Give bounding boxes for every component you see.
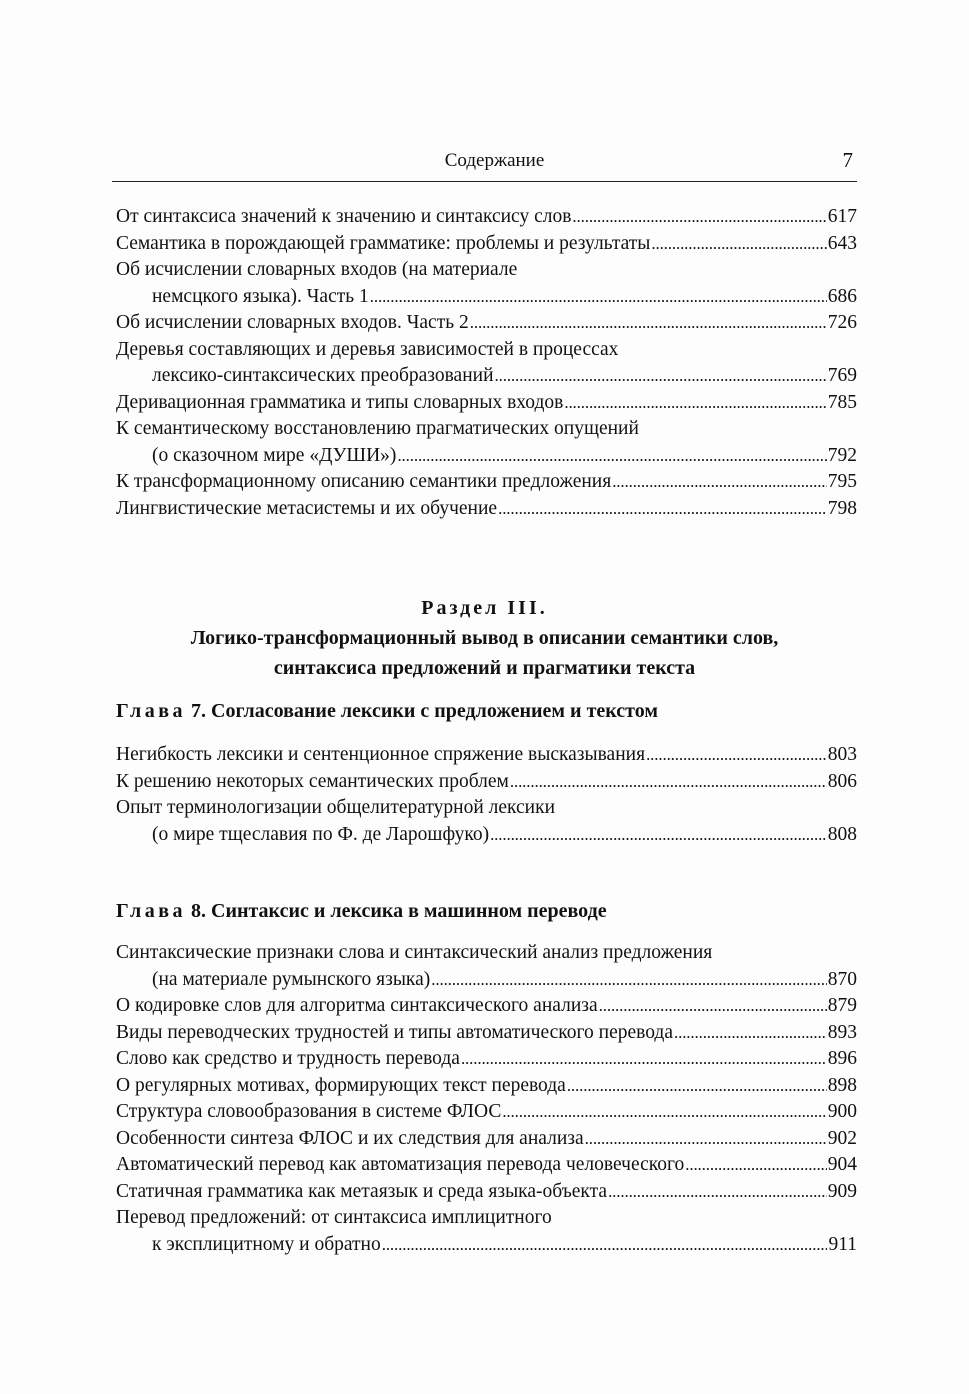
dot-leader	[461, 1046, 827, 1073]
toc-entry-page: 870	[827, 968, 857, 990]
toc-entry-line	[116, 769, 857, 796]
toc-entry	[116, 742, 857, 769]
toc-entry-line	[116, 1020, 857, 1047]
toc-entry	[116, 310, 857, 337]
toc-entry	[116, 337, 857, 390]
section-title-line-1: Логико-трансформационный вывод в описании семантики слов,	[190, 627, 779, 649]
toc-entry-line	[116, 1205, 857, 1232]
dot-leader	[495, 363, 827, 390]
toc-entry-title: Автоматический перевод как автоматизация перевода человеческого	[116, 1154, 685, 1175]
toc-entry	[116, 1126, 857, 1153]
toc-entry-page: 617	[827, 206, 857, 227]
dot-leader	[498, 496, 827, 523]
dot-leader	[370, 284, 827, 311]
toc-entry-page: 643	[827, 232, 857, 254]
toc-entry	[116, 795, 857, 848]
toc-entry	[116, 496, 857, 523]
dot-leader	[382, 1232, 828, 1259]
toc-entry-title: Деривационная грамматика и типы словарных входов	[116, 391, 564, 413]
chapter-7-title: 7. Согласование лексики с предложением и текстом	[191, 700, 658, 722]
toc-entry	[116, 1099, 857, 1126]
toc-entry-page: 806	[827, 770, 857, 792]
toc-entry-page: 686	[827, 285, 857, 307]
toc-entry-line	[116, 795, 857, 822]
dot-leader	[510, 769, 827, 796]
toc-entry-line	[116, 822, 857, 849]
toc-entry-title: К трансформационному описанию семантики предложения	[116, 471, 612, 492]
toc-entry-page: 900	[827, 1101, 857, 1122]
toc-entry-page: 808	[827, 823, 857, 845]
toc-entry-title: (о сказочном мире «ДУШИ»)	[152, 444, 397, 466]
toc-entry-title: Виды переводческих трудностей и типы автоматического перевода	[116, 1021, 673, 1043]
toc-entry-page: 726	[827, 312, 857, 333]
toc-entry-title: О кодировке слов для алгоритма синтаксического анализа	[116, 995, 598, 1016]
toc-entry	[116, 1205, 857, 1258]
toc-entry-page: 792	[827, 444, 857, 466]
dot-leader	[646, 742, 827, 769]
toc-entry-title: Об исчислении словарных входов (на материале	[116, 259, 518, 280]
toc-entry-page: 798	[827, 497, 857, 519]
toc-entry-title: к эксплицитному и обратно	[152, 1233, 381, 1255]
toc-entry-title: От синтаксиса значений к значению и синтаксису слов	[116, 206, 572, 227]
toc-entry	[116, 416, 857, 469]
toc-entry	[116, 1020, 857, 1047]
toc-entry-line	[116, 1099, 857, 1126]
toc-entry-line	[116, 310, 857, 337]
toc-entry-title: Опыт терминологизации общелитературной лексики	[116, 797, 556, 818]
toc-entry-title: Перевод предложений: от синтаксиса имплицитного	[116, 1207, 552, 1228]
toc-entry-line	[116, 1126, 857, 1153]
toc-entry-title: Об исчислении словарных входов. Часть 2	[116, 312, 469, 333]
toc-entry	[116, 993, 857, 1020]
section-title-line-2: синтаксиса предложений и прагматики текста	[273, 657, 696, 679]
toc-entry-title: лексико-синтаксических преобразований	[152, 365, 494, 386]
dot-leader	[564, 390, 826, 417]
dot-leader	[397, 443, 826, 470]
toc-entry-line	[116, 469, 857, 496]
section-label: Раздел III.	[421, 597, 548, 619]
dot-leader	[431, 967, 826, 994]
dot-leader	[502, 1099, 826, 1126]
toc-entry-line	[116, 967, 857, 994]
toc-entry	[116, 1046, 857, 1073]
toc-entry-title: К семантическому восстановлению прагматических опущений	[116, 418, 639, 439]
toc-entry	[116, 1179, 857, 1206]
toc-entry-line	[116, 1179, 857, 1206]
toc-entry-line	[116, 1046, 857, 1073]
toc-entry-page: 911	[828, 1233, 857, 1255]
toc-entry-line	[116, 940, 857, 967]
dot-leader	[585, 1126, 827, 1153]
toc-entry-line	[116, 443, 857, 470]
toc-block-1	[116, 204, 857, 522]
toc-entry	[116, 769, 857, 796]
toc-entry-title: К решению некоторых семантических проблем	[116, 770, 509, 792]
dot-leader	[490, 822, 827, 849]
dot-leader	[651, 231, 826, 258]
chapter-8-title: 8. Синтаксис и лексика в машинном переводе	[191, 900, 607, 922]
toc-entry-line	[116, 257, 857, 284]
chapter-7-prefix: Глава	[116, 700, 186, 722]
toc-entry-line	[116, 231, 857, 258]
toc-entry-page: 904	[827, 1154, 857, 1175]
toc-entry	[116, 940, 857, 993]
toc-entry-title: О регулярных мотивах, формирующих текст перевода	[116, 1074, 566, 1096]
toc-entry-line	[116, 390, 857, 417]
chapter-8-prefix: Глава	[116, 900, 186, 922]
toc-entry-line	[116, 1073, 857, 1100]
dot-leader	[599, 993, 827, 1020]
toc-entry-title: Особенности синтеза ФЛОС и их следствия для анализа	[116, 1127, 584, 1149]
toc-entry	[116, 390, 857, 417]
toc-entry-line	[116, 363, 857, 390]
toc-entry-page: 803	[827, 744, 857, 765]
toc-entry-line	[116, 742, 857, 769]
toc-chapter-8	[116, 940, 857, 1258]
toc-entry-title: Семантика в порождающей грамматике: проблемы и результаты	[116, 232, 651, 254]
dot-leader	[572, 204, 826, 231]
dot-leader	[608, 1179, 827, 1206]
toc-entry-page: 879	[827, 995, 857, 1016]
toc-entry-title: Лингвистические метасистемы и их обучение	[116, 497, 498, 519]
toc-entry-line	[116, 204, 857, 231]
toc-entry-title: немсцкого языка). Часть 1	[152, 285, 369, 307]
toc-entry-page: 769	[827, 365, 857, 386]
toc-entry-page: 898	[827, 1074, 857, 1096]
toc-entry-title: Негибкость лексики и сентенционное спряжение высказывания	[116, 744, 646, 765]
toc-entry-title: Деревья составляющих и деревья зависимостей в процессах	[116, 338, 619, 360]
toc-chapter-7	[116, 742, 857, 848]
dot-leader	[612, 469, 827, 496]
toc-entry-line	[116, 416, 857, 443]
toc-entry	[116, 1152, 857, 1179]
running-header-title: Содержание	[444, 150, 545, 171]
dot-leader	[674, 1020, 827, 1047]
toc-entry-title: (о мире тщеславия по Ф. де Ларошфуко)	[152, 823, 490, 845]
toc-entry-title: Статичная грамматика как метаязык и среда языка-объекта	[116, 1180, 608, 1202]
toc-entry-line	[116, 496, 857, 523]
page-number: 7	[842, 148, 853, 172]
dot-leader	[685, 1152, 827, 1179]
toc-entry-line	[116, 1232, 857, 1259]
dot-leader	[567, 1073, 827, 1100]
toc-entry	[116, 231, 857, 258]
dot-leader	[470, 310, 827, 337]
toc-entry	[116, 469, 857, 496]
toc-entry-title: Слово как средство и трудность перевода	[116, 1048, 460, 1069]
toc-entry-page: 795	[827, 471, 857, 492]
toc-entry-line	[116, 993, 857, 1020]
toc-entry-line	[116, 337, 857, 364]
toc-entry-page: 893	[827, 1021, 857, 1043]
running-header	[112, 150, 857, 178]
chapter-7-heading	[116, 700, 658, 723]
toc-entry-title: (на материале румынского языка)	[152, 968, 431, 990]
toc-entry	[116, 1073, 857, 1100]
toc-entry-title: Структура словообразования в системе ФЛОС	[116, 1101, 502, 1122]
chapter-8-heading	[116, 900, 607, 923]
header-rule	[112, 181, 857, 182]
toc-entry-page: 896	[827, 1048, 857, 1069]
toc-entry-line	[116, 1152, 857, 1179]
toc-entry-title: Синтаксические признаки слова и синтаксический анализ предложения	[116, 942, 713, 963]
section-heading	[112, 593, 857, 683]
toc-entry-page: 785	[827, 391, 857, 413]
toc-entry-page: 902	[827, 1127, 857, 1149]
toc-entry-line	[116, 284, 857, 311]
toc-entry	[116, 257, 857, 310]
toc-entry	[116, 204, 857, 231]
toc-entry-page: 909	[827, 1180, 857, 1202]
